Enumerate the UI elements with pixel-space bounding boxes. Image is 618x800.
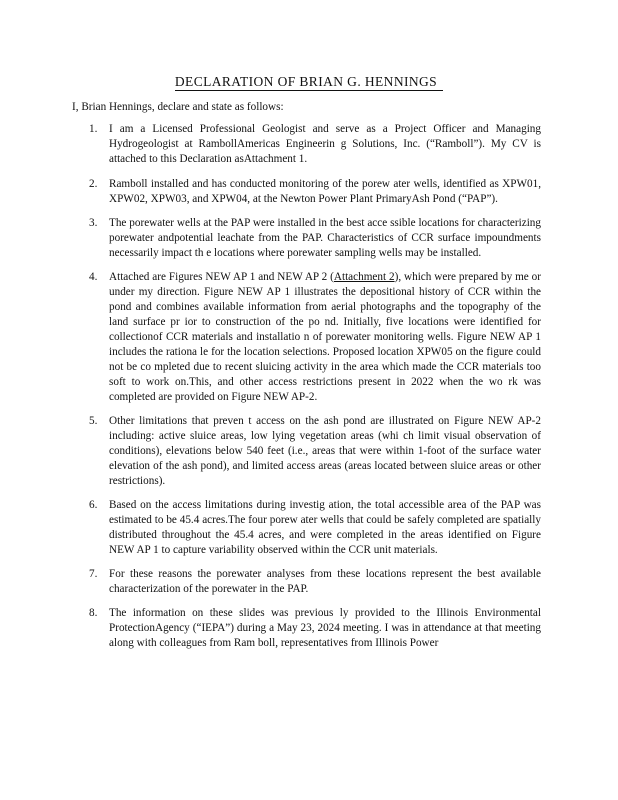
paragraph-text: The porewater wells at the PAP were installed in the best acce ssible locations for characterizing porewater andpotential leachate from the PAP. Characteristics of CCR surface impoundments necessarily impact th e locations where porewater sampling wells may be installed. (109, 217, 541, 259)
attachment-reference: Attachment 2 (333, 271, 395, 283)
paragraph-4 (0, 270, 541, 405)
paragraph-text (109, 270, 541, 405)
intro-line: I, Brian Hennings, declare and state as follows: (72, 101, 284, 113)
paragraph-text: I am a Licensed Professional Geologist and serve as a Project Officer and Managing Hydrogeologist at RambollAmericas Engineerin g Solutions, Inc. (“Ramboll”). My CV is attached to this Declaration asAttachment 1. (109, 123, 541, 165)
paragraph-5 (0, 414, 541, 489)
paragraph-number: 4. (89, 271, 98, 283)
paragraph-text-after: ), which were prepared by me or under my direction. Figure NEW AP 1 illustrates the depositional history of CCR within the pond and combines available information from aerial photographs and the topography of the land surface pr ior to construction of the po nd. Initially, five locations were identified for collectionof CCR materials and installatio n of porewater monitoring wells. Figure NEW AP 1 includes the rationa le for the location selections. Proposed location XPW05 on the figure could not be co mpleted due to recent sluicing activity in the area which made the CCR materials too soft to work on.This, and other access restrictions present in 2022 when the wo rk was completed are provided on Figure NEW AP-2. (109, 271, 541, 403)
paragraph-number: 2. (89, 178, 98, 190)
paragraph-7 (0, 567, 541, 597)
title-text: DECLARATION OF BRIAN G. HENNINGS (175, 74, 443, 91)
paragraph-6 (0, 498, 541, 558)
paragraph-text: The information on these slides was previous ly provided to the Illinois Environmental ProtectionAgency (“IEPA”) during a May 23, 2024 meeting. I was in attendance at that meeting along with colleagues from Ram boll, representatives from Illinois Power (109, 607, 541, 649)
paragraph-number: 8. (89, 607, 98, 619)
paragraph-text: Ramboll installed and has conducted monitoring of the porew ater wells, identified as XPW01, XPW02, XPW03, and XPW04, at the Newton Power Plant PrimaryAsh Pond (“PAP”). (109, 178, 541, 205)
paragraph-text: Based on the access limitations during investig ation, the total accessible area of the PAP was estimated to be 45.4 acres.The four porew ater wells that could be safely completed are spatially distributed throughout the 45.4 acres, and were completed in the areas identified on Figure NEW AP 1 to capture variability observed within the CCR unit materials. (109, 499, 541, 556)
paragraph-text-before: Attached are Figures NEW AP 1 and NEW AP 2 ( (109, 271, 334, 283)
paragraph-3 (0, 216, 541, 261)
paragraph-number: 3. (89, 217, 98, 229)
paragraph-text: For these reasons the porewater analyses from these locations represent the best available characterization of the porewater in the PAP. (109, 568, 541, 595)
paragraph-number: 6. (89, 499, 98, 511)
numbered-paragraphs (0, 122, 618, 660)
paragraph-8 (0, 606, 541, 651)
paragraph-2 (0, 177, 541, 207)
paragraph-number: 1. (89, 123, 98, 135)
page-title (0, 74, 618, 90)
paragraph-text: Other limitations that preven t access on the ash pond are illustrated on Figure NEW AP-2 including: active sluice areas, low lying vegetation areas (whi ch limit visual observation of conditions), elevations below 540 feet (i.e., areas that were within 1-foot of the surface water elevation of the ash pond), and limited access areas (areas located between sluice areas or other restrictions). (109, 415, 541, 487)
paragraph-1 (0, 122, 541, 167)
paragraph-number: 7. (89, 568, 98, 580)
paragraph-number: 5. (89, 415, 98, 427)
